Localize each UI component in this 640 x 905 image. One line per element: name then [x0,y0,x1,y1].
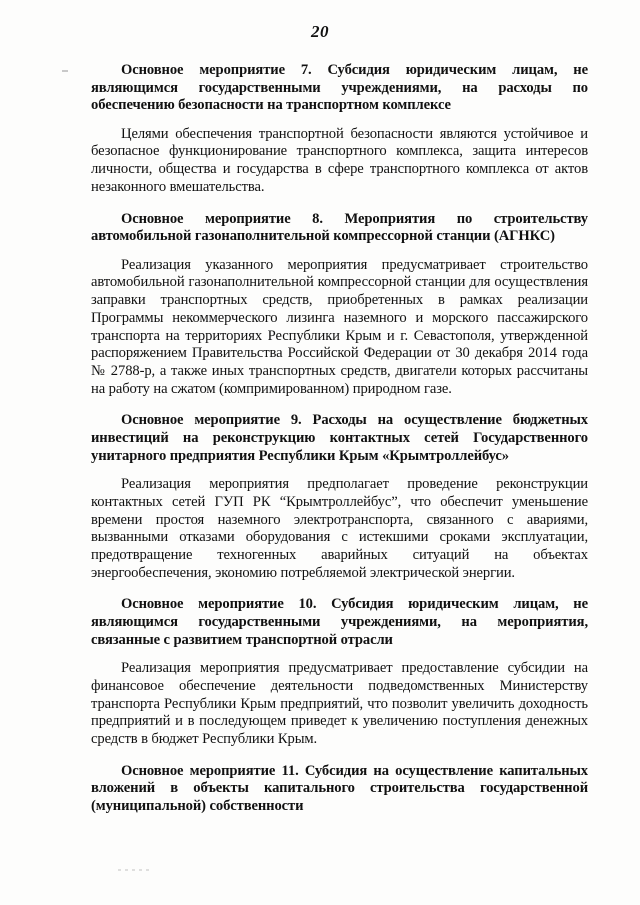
section-heading: Основное мероприятие 11. Субсидия на осуществление капитальных вложений в объекты капитального строительства государственной (муниципальной) собственности [91,762,588,814]
section-measure-11 [91,763,588,816]
page-number: 20 [311,22,329,41]
section-heading: Основное мероприятие 10. Субсидия юридическим лицам, не являющимся государственными учреждениями, на мероприятия, связанные с развитием транспортной отрасли [91,596,588,648]
section-heading: Основное мероприятие 9. Расходы на осуществление бюджетных инвестиций на реконструкцию контактных сетей Государственного унитарного предприятия Республики Крым «Крымтроллейбус» [91,412,588,464]
section-heading: Основное мероприятие 7. Субсидия юридическим лицам, не являющимся государственными учреждениями, на расходы по обеспечению безопасности на транспортном комплексе [91,62,588,114]
scan-artifact [62,70,68,72]
section-paragraph: Реализация мероприятия предусматривает предоставление субсидии на финансовое обеспечение деятельности подведомственных Министерству транспорта Республики Крым предприятий, что позволит увеличить доходность предприятий и в последующем приведет к увеличению поступления денежных средств в бюджет Республики Крым. [91,660,588,747]
section-paragraph: Реализация мероприятия предполагает проведение реконструкции контактных сетей ГУП РК “Крымтроллейбус”, что обеспечит уменьшение времени простоя наземного электротранспорта, связанного с авариями, вызванными отказами оборудования с истекшими сроками эксплуатации, предотвращение техногенных аварийных ситуаций на объектах энергообеспечения, экономию потребляемой электрической энергии. [91,476,588,581]
section-paragraph: Реализация указанного мероприятия предусматривает строительство автомобильной газонаполнительной компрессорной станции для осуществления заправки транспортных средств, приобретенных в рамках реализации Программы некоммерческого лизинга наземного и морского пассажирского транспорта на территориях Республики Крым и г. Севастополя, утвержденной распоряжением Правительства Российской Федерации от 30 декабря 2014 года № 2788-р, а также иных транспортных средств, двигатели которых рассчитаны на работу на сжатом (компримированном) природном газе. [91,256,588,397]
section-measure-10 [91,596,588,748]
scan-artifact [118,858,168,870]
section-paragraph: Целями обеспечения транспортной безопасности являются устойчивое и безопасное функционирование транспортного комплекса, защита интересов личности, общества и государства в сфере транспортного комплекса от актов незаконного вмешательства. [91,125,588,195]
section-heading: Основное мероприятие 8. Мероприятия по строительству автомобильной газонаполнительной компрессорной станции (АГНКС) [91,210,588,245]
section-measure-9 [91,412,588,582]
section-measure-8 [91,211,588,399]
section-measure-7 [91,62,588,197]
document-body [91,62,588,815]
